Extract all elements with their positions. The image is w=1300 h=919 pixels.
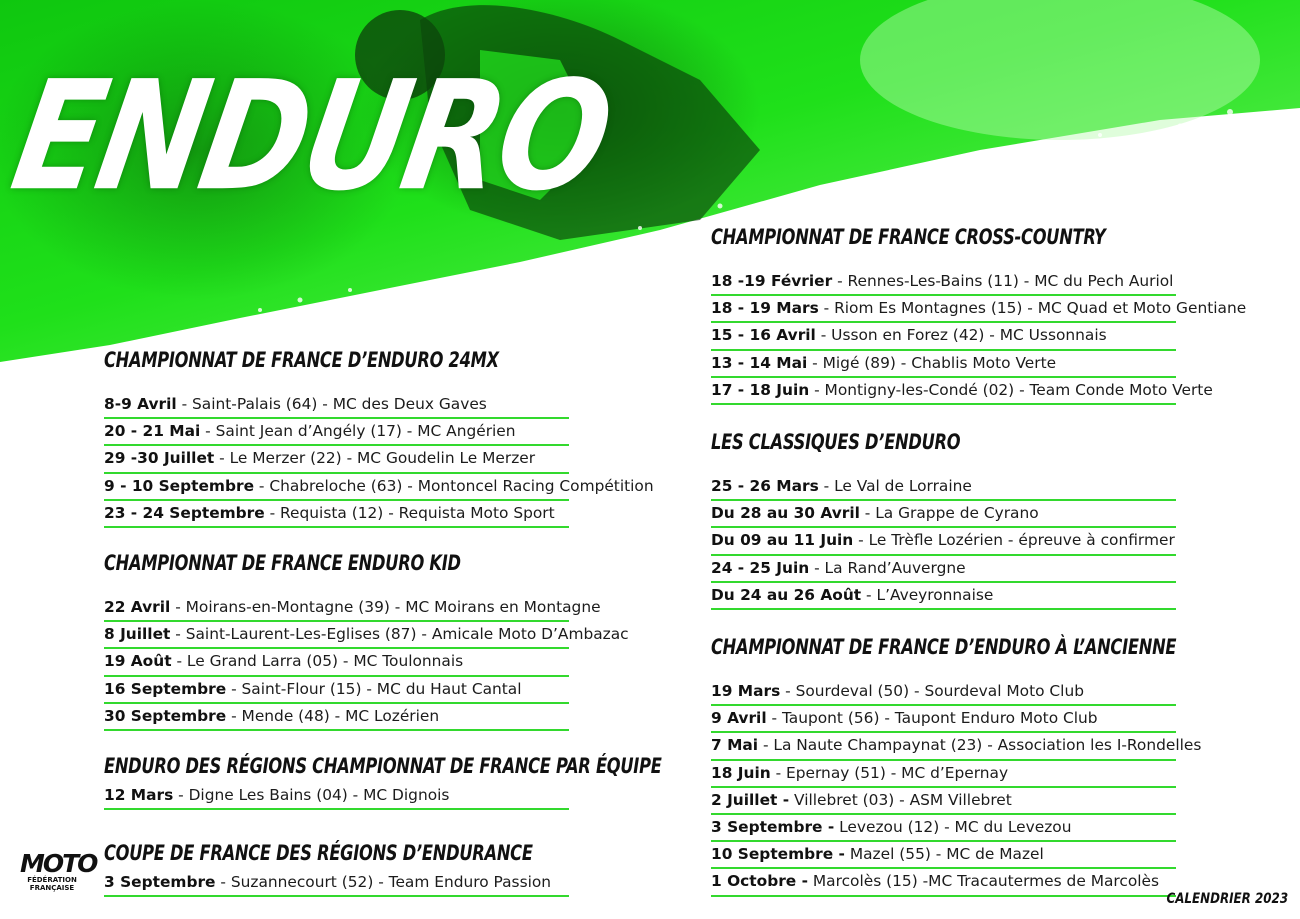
event-row [104, 783, 569, 810]
event-details: - Digne Les Bains (04) - MC Dignois [173, 786, 450, 804]
event-date: 29 -30 Juillet [104, 449, 215, 468]
event-date: 13 - 14 Mai [711, 353, 808, 372]
event-details: - La Naute Champaynat (23) - Association les I-Rondelles [758, 736, 1202, 755]
event-date: 15 - 16 Avril [711, 326, 816, 345]
event-details: - Requista (12) - Requista Moto Sport [264, 503, 555, 522]
hero-title: ENDURO [1, 49, 621, 225]
event-row [104, 649, 569, 676]
event-date: 16 Septembre [104, 679, 227, 698]
event-row [711, 679, 1176, 706]
event-details: Levezou (12) - MC du Levezou [834, 817, 1072, 836]
section-enduro-ancienne [711, 633, 1202, 897]
event-date: Du 09 au 11 Juin [711, 531, 854, 550]
event-date: 22 Avril [104, 598, 171, 616]
section-title: LES CLASSIQUES D’ENDURO [711, 430, 961, 454]
event-row [711, 583, 1176, 610]
event-details: - La Rand’Auvergne [809, 558, 966, 577]
section-enduro-kid [104, 549, 629, 731]
event-row [711, 788, 1176, 815]
event-list [711, 474, 1176, 610]
footer-calendar-label: CALENDRIER 2023 [1166, 891, 1288, 907]
event-details: - Rennes-Les-Bains (11) - MC du Pech Auriol [832, 272, 1174, 290]
event-row [711, 528, 1176, 555]
event-date: 3 Septembre [104, 873, 216, 891]
event-list [711, 679, 1202, 897]
event-row [711, 323, 1176, 350]
event-details: - Riom Es Montagnes (15) - MC Quad et Moto Gentiane [818, 299, 1247, 318]
event-date: 23 - 24 Septembre [104, 503, 265, 522]
event-row [711, 501, 1176, 528]
event-date: 18 -19 Février [711, 272, 833, 290]
event-row [104, 870, 569, 897]
event-row [104, 622, 629, 649]
section-title: ENDURO DES RÉGIONS CHAMPIONNAT DE FRANCE PAR ÉQUIPE [104, 754, 662, 778]
event-list [104, 392, 654, 528]
event-date: 30 Septembre [104, 706, 227, 725]
event-row [711, 761, 1176, 788]
ffm-logo-icon [20, 849, 97, 902]
section-title: CHAMPIONNAT DE FRANCE ENDURO KID [104, 551, 461, 575]
event-details: - Suzannecourt (52) - Team Enduro Passion [215, 873, 552, 891]
section-title: COUPE DE FRANCE DES RÉGIONS D’ENDURANCE [104, 841, 533, 865]
event-details: - Saint-Laurent-Les-Eglises (87) - Amicale Moto D’Ambazac [170, 625, 629, 644]
event-date: 9 Avril [711, 709, 767, 728]
event-date: 19 Août [104, 652, 172, 671]
event-date: 25 - 26 Mars [711, 477, 819, 495]
event-date: Du 24 au 26 Août [711, 585, 862, 604]
event-row [104, 419, 569, 446]
event-details: - Sourdeval (50) - Sourdeval Moto Club [780, 682, 1084, 700]
section-coupe-endurance [104, 839, 569, 897]
event-date: 7 Mai [711, 736, 759, 755]
event-details: - Chabreloche (63) - Montoncel Racing Compétition [254, 476, 654, 495]
section-title: CHAMPIONNAT DE FRANCE D’ENDURO À L’ANCIENNE [711, 635, 1177, 659]
event-list [711, 269, 1247, 405]
event-list [104, 783, 569, 810]
event-date: 18 - 19 Mars [711, 299, 819, 318]
event-row [711, 556, 1176, 583]
event-row [711, 269, 1176, 296]
event-details: - L’Aveyronnaise [861, 585, 994, 604]
event-date: 8 Juillet [104, 625, 171, 644]
section-title: CHAMPIONNAT DE FRANCE D’ENDURO 24MX [104, 348, 499, 372]
event-row [104, 446, 569, 473]
event-date: Du 28 au 30 Avril [711, 504, 860, 523]
section-classiques [711, 428, 1176, 610]
event-date: 19 Mars [711, 682, 781, 700]
event-details: - Mende (48) - MC Lozérien [226, 706, 440, 725]
section-enduro-regions [104, 752, 662, 810]
event-row [104, 392, 569, 419]
logo-text: MOTO [20, 849, 97, 878]
event-list [104, 595, 629, 731]
event-row [104, 595, 601, 622]
event-details: - Moirans-en-Montagne (39) - MC Moirans en Montagne [170, 598, 601, 616]
event-row [711, 474, 1176, 501]
event-row [711, 296, 1247, 323]
event-row [711, 378, 1213, 405]
event-row [104, 704, 569, 731]
event-details: Villebret (03) - ASM Villebret [789, 790, 1012, 809]
event-details: - Taupont (56) - Taupont Enduro Moto Club [766, 709, 1098, 728]
event-details: - La Grappe de Cyrano [859, 504, 1039, 523]
section-cross-country [711, 223, 1247, 405]
event-details: - Migé (89) - Chablis Moto Verte [807, 353, 1057, 372]
event-details: - Saint Jean d’Angély (17) - MC Angérien [200, 422, 516, 441]
event-row [711, 733, 1202, 760]
event-details: Marcolès (15) -MC Tracautermes de Marcolès [808, 872, 1160, 891]
event-details: - Epernay (51) - MC d’Epernay [770, 763, 1009, 782]
event-date: 2 Juillet - [711, 790, 790, 809]
event-row [711, 869, 1176, 896]
event-date: 8-9 Avril [104, 395, 177, 413]
event-row [711, 842, 1176, 869]
event-date: 17 - 18 Juin [711, 380, 810, 399]
event-details: - Saint-Palais (64) - MC des Deux Gaves [176, 395, 487, 413]
event-date: 24 - 25 Juin [711, 558, 810, 577]
event-row [104, 677, 569, 704]
event-row [104, 474, 654, 501]
event-row [104, 501, 569, 528]
event-row [711, 815, 1176, 842]
event-details: Mazel (55) - MC de Mazel [844, 845, 1044, 864]
event-row [711, 706, 1176, 733]
event-details: - Le Merzer (22) - MC Goudelin Le Merzer [214, 449, 536, 468]
event-date: 9 - 10 Septembre [104, 476, 255, 495]
event-details: - Le Grand Larra (05) - MC Toulonnais [171, 652, 464, 671]
event-details: - Saint-Flour (15) - MC du Haut Cantal [226, 679, 522, 698]
event-details: - Le Trèfle Lozérien - épreuve à confirmer [853, 531, 1175, 550]
event-details: - Usson en Forez (42) - MC Ussonnais [815, 326, 1107, 345]
section-title: CHAMPIONNAT DE FRANCE CROSS-COUNTRY [711, 225, 1106, 249]
event-date: 20 - 21 Mai [104, 422, 201, 441]
event-date: 10 Septembre - [711, 845, 845, 864]
section-24mx [104, 346, 654, 528]
event-date: 12 Mars [104, 786, 174, 804]
event-date: 18 Juin [711, 763, 771, 782]
logo-subtitle: FÉDÉRATION FRANÇAISE [27, 876, 77, 892]
event-date: 3 Septembre - [711, 817, 835, 836]
event-list [104, 870, 569, 897]
event-details: - Le Val de Lorraine [818, 477, 972, 495]
event-row [711, 351, 1176, 378]
event-date: 1 Octobre - [711, 872, 808, 891]
event-details: - Montigny-les-Condé (02) - Team Conde Moto Verte [809, 380, 1213, 399]
